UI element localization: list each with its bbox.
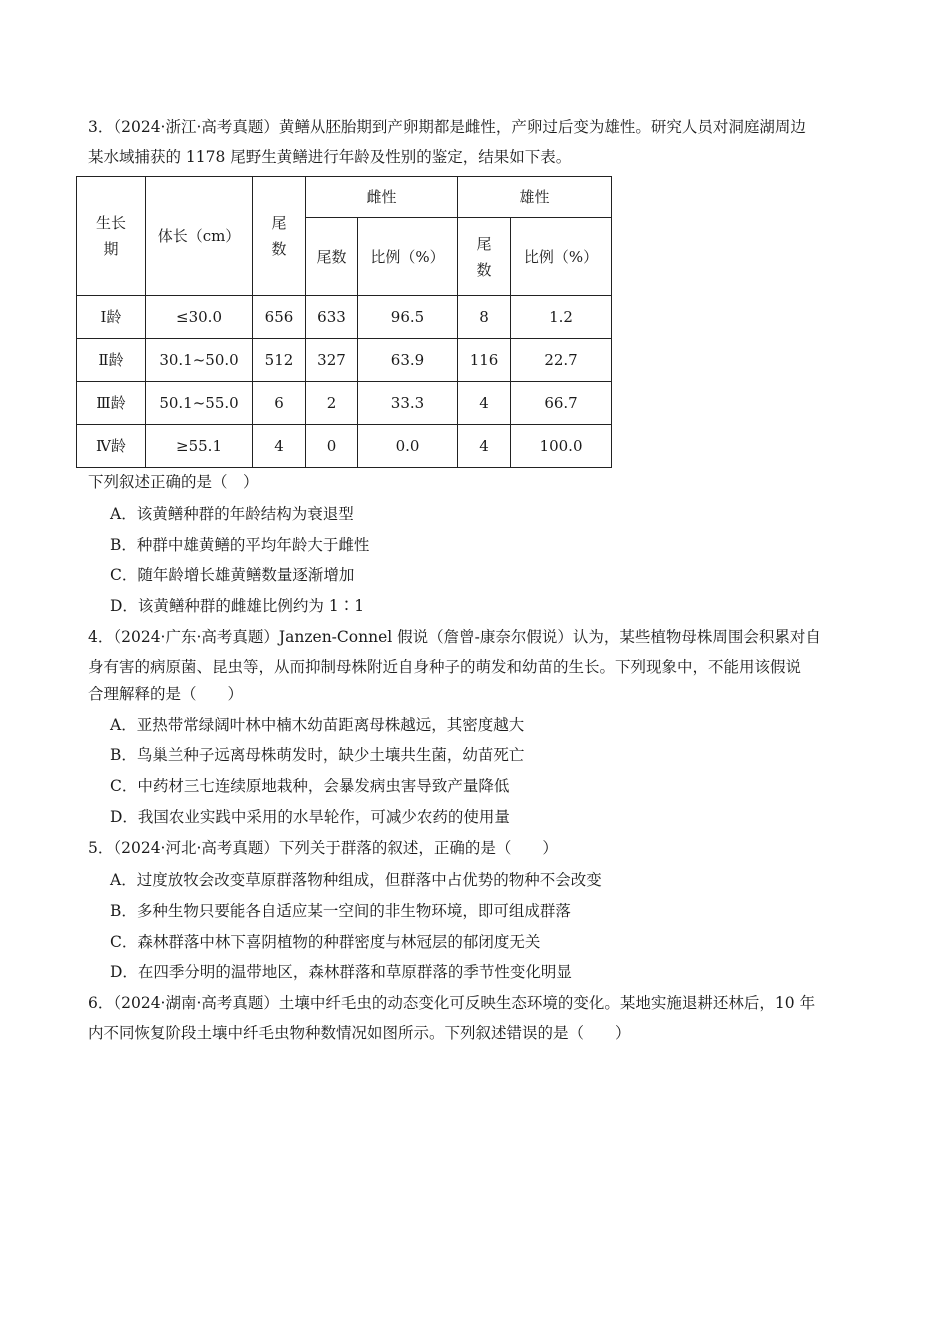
q4-option-c: C．中药材三七连续原地栽种，会暴发病虫害导致产量降低 — [110, 777, 510, 795]
header-stage: 生长 期 — [77, 177, 146, 296]
eel-age-sex-table — [76, 176, 612, 468]
cell-female-ratio: 0.0 — [358, 425, 458, 468]
header-female-ratio: 比例（%） — [358, 218, 458, 296]
table-row — [77, 382, 612, 425]
header-male-ratio: 比例（%） — [511, 218, 612, 296]
cell-count: 6 — [253, 382, 306, 425]
cell-male-count: 8 — [458, 296, 511, 339]
q5-option-b: B．多种生物只要能各自适应某一空间的非生物环境，即可组成群落 — [110, 902, 571, 920]
q4-option-a: A．亚热带常绿阔叶林中楠木幼苗距离母株越远，其密度越大 — [110, 716, 525, 734]
cell-male-count: 116 — [458, 339, 511, 382]
cell-male-ratio: 22.7 — [511, 339, 612, 382]
table-row — [77, 296, 612, 339]
cell-male-count: 4 — [458, 382, 511, 425]
q4-line-1: 4．（2024·广东·高考真题）Janzen-Connel 假说（詹曾-康奈尔假说）认为，某些植物母株周围会积累对自 — [88, 628, 821, 646]
cell-male-count: 4 — [458, 425, 511, 468]
cell-female-count: 2 — [306, 382, 358, 425]
q3-option-d: D．该黄鳝种群的雌雄比例约为 1∶1 — [110, 597, 365, 615]
header-body-length: 体长（cm） — [146, 177, 253, 296]
q4-option-b: B．鸟巢兰种子远离母株萌发时，缺少土壤共生菌，幼苗死亡 — [110, 746, 525, 764]
cell-stage: Ⅱ龄 — [77, 339, 146, 382]
q5-line-1: 5．（2024·河北·高考真题）下列关于群落的叙述，正确的是（ ） — [88, 839, 558, 857]
q4-option-d: D．我国农业实践中采用的水旱轮作，可减少农药的使用量 — [110, 808, 510, 826]
q4-line-3: 合理解释的是（ ） — [88, 685, 244, 703]
cell-length: 30.1~50.0 — [146, 339, 253, 382]
header-female-count: 尾数 — [306, 218, 358, 296]
cell-female-count: 633 — [306, 296, 358, 339]
cell-female-count: 0 — [306, 425, 358, 468]
q5-option-d: D．在四季分明的温带地区，森林群落和草原群落的季节性变化明显 — [110, 963, 572, 981]
cell-male-ratio: 1.2 — [511, 296, 612, 339]
header-count: 尾 数 — [253, 177, 306, 296]
cell-length: ≤30.0 — [146, 296, 253, 339]
q6-line-1: 6．（2024·湖南·高考真题）土壤中纤毛虫的动态变化可反映生态环境的变化。某地实施退耕还林后，10 年 — [88, 994, 816, 1012]
cell-stage: Ⅰ龄 — [77, 296, 146, 339]
q3-option-c: C．随年龄增长雄黄鳝数量逐渐增加 — [110, 566, 355, 584]
q3-line-1: 3．（2024·浙江·高考真题）黄鳝从胚胎期到产卵期都是雌性，产卵过后变为雄性。研究人员对洞庭湖周边 — [88, 118, 806, 136]
q3-option-b: B．种群中雄黄鳝的平均年龄大于雌性 — [110, 536, 370, 554]
cell-female-ratio: 63.9 — [358, 339, 458, 382]
header-male: 雄性 — [458, 177, 612, 218]
q5-option-a: A．过度放牧会改变草原群落物种组成，但群落中占优势的物种不会改变 — [110, 871, 602, 889]
cell-female-count: 327 — [306, 339, 358, 382]
cell-length: ≥55.1 — [146, 425, 253, 468]
cell-length: 50.1~55.0 — [146, 382, 253, 425]
cell-count: 656 — [253, 296, 306, 339]
cell-stage: Ⅲ龄 — [77, 382, 146, 425]
table-row — [77, 425, 612, 468]
table-row — [77, 339, 612, 382]
cell-female-ratio: 96.5 — [358, 296, 458, 339]
cell-stage: Ⅳ龄 — [77, 425, 146, 468]
cell-count: 512 — [253, 339, 306, 382]
cell-male-ratio: 66.7 — [511, 382, 612, 425]
header-male-count: 尾 数 — [458, 218, 511, 296]
cell-count: 4 — [253, 425, 306, 468]
q5-option-c: C．森林群落中林下喜阴植物的种群密度与林冠层的郁闭度无关 — [110, 933, 541, 951]
q3-stem: 下列叙述正确的是（ ） — [88, 473, 259, 491]
q3-line-2: 某水域捕获的 1178 尾野生黄鳝进行年龄及性别的鉴定，结果如下表。 — [88, 148, 572, 166]
q4-line-2: 身有害的病原菌、昆虫等，从而抑制母株附近自身种子的萌发和幼苗的生长。下列现象中，不能用该假说 — [88, 658, 802, 676]
q6-line-2: 内不同恢复阶段土壤中纤毛虫物种数情况如图所示。下列叙述错误的是（ ） — [88, 1024, 631, 1042]
cell-female-ratio: 33.3 — [358, 382, 458, 425]
header-female: 雌性 — [306, 177, 458, 218]
cell-male-ratio: 100.0 — [511, 425, 612, 468]
q3-option-a: A．该黄鳝种群的年龄结构为衰退型 — [110, 505, 354, 523]
